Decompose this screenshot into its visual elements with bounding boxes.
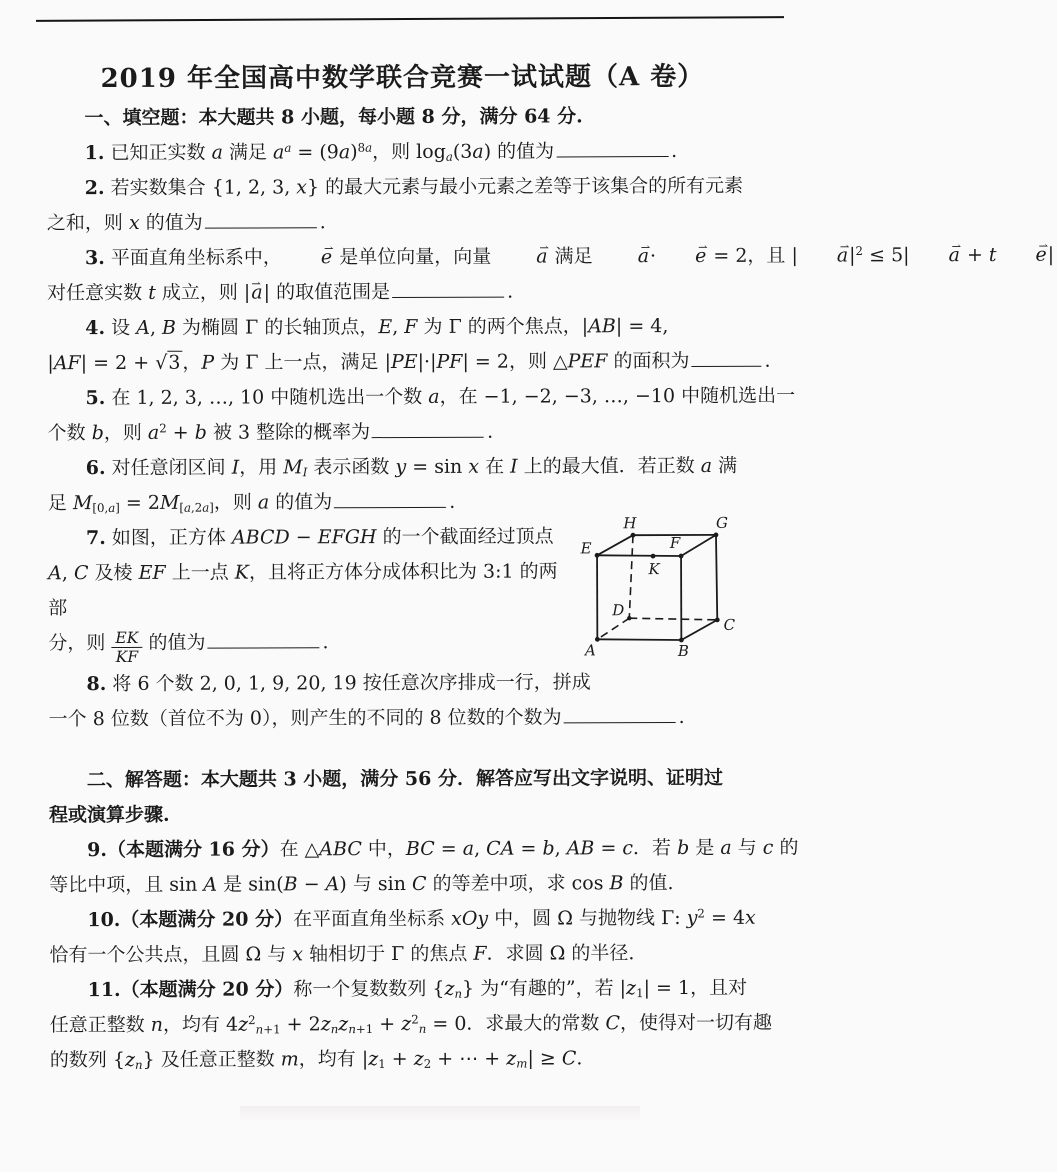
label-A: A — [584, 641, 596, 660]
section2-heading-line2: 程或演算步骤. — [48, 803, 170, 827]
q9-line2: 等比中项，且 sin A 是 sin(B − A) 与 sin C 的等差中项，求 cos B 的值. — [49, 871, 674, 897]
label-F: F — [669, 534, 681, 553]
q6-line2: 足 $M_{[0,a]} = 2M_{[a,2a]}$，则 a 的值为 . — [48, 484, 760, 521]
vertex-H-dot — [631, 533, 636, 538]
cube-figure — [580, 503, 761, 662]
q10-line2: 恰有一个公共点，且圆 Ω 与 x 轴相切于 Γ 的焦点 F．求圆 Ω 的半径. — [49, 942, 635, 967]
vertex-D-dot — [627, 616, 631, 620]
edge-AB — [597, 639, 681, 640]
label-G: G — [715, 513, 728, 532]
section2-heading-line1: 二、解答题：本大题共 3 小题，满分 56 分．解答应写出文字说明、证明过 — [86, 766, 724, 792]
edge-EF — [597, 555, 681, 556]
section-solve — [48, 761, 799, 1078]
q11-line2: 任意正整数 n，均有 $4z^2_{n+1} + 2z_nz_{n+1} + z^2_n = 0$．求最大的常数 C，使得对一切有趣 — [49, 1011, 773, 1037]
label-D: D — [612, 601, 625, 620]
q4-line2: |AF| = 2 + √3 ，P 为 Γ 上一点，满足 |PE|·|PF| = 2，则 △PEF 的面积为 . — [47, 344, 759, 381]
label-C: C — [723, 615, 736, 634]
point-K-dot — [651, 554, 656, 559]
q7-line2: A, C 及棱 EF 上一点 K，且将正方体分成体积比为 3:1 的两部 — [48, 560, 558, 620]
edge-DC-hidden — [629, 618, 717, 620]
label-E: E — [580, 539, 592, 558]
vertex-E-dot — [595, 553, 600, 558]
scan-artifact — [240, 1106, 640, 1122]
q4-line1: 4. 设 A, B 为椭圆 Γ 的长轴顶点，E, F 为 Γ 的两个焦点，|AB| = 4, — [85, 315, 669, 340]
edge-HD-hidden — [629, 535, 633, 618]
q10-line1: 10.（本题满分 20 分）在平面直角坐标系 xOy 中，圆 Ω 与抛物线 Γ: $y^2 = 4x$ — [87, 906, 756, 932]
label-B: B — [677, 641, 689, 661]
label-K: K — [648, 560, 660, 579]
label-H: H — [623, 514, 637, 533]
q7-line1: 7. 如图，正方体 ABCD − EFGH 的一个截面经过顶点 — [85, 525, 554, 550]
q1-line1: 1. 已知正实数 a 满足 $a^a = (9a)^{8a}$，则 $\log_a(3a)$ 的值为 . — [47, 134, 759, 171]
page-title: 2019 年全国高中数学联合竞赛一试试题（A 卷） — [100, 61, 705, 95]
section-fill-in — [46, 99, 1055, 737]
q11-line3: 的数列 $\{z_n\}$ 及任意正整数 m，均有 $|z_1 + z_2$ + ⋯ + $z_m| \ge C$. — [49, 1047, 583, 1072]
q5-line2: 个数 b，则 $a^2 + b$ 被 3 整除的概率为 . — [48, 414, 760, 451]
vertex-G-dot — [714, 532, 719, 537]
q3-line2: 对任意实数 t 成立，则 |⇀ a| 的取值范围是 . — [47, 274, 759, 311]
q2-line2: 之和，则 x 的值为 . — [47, 204, 759, 241]
q5-line1: 5. 在 1, 2, 3, …, 10 中随机选出一个数 a，在 −1, −2, −3, …, −10 中随机选出一 — [85, 384, 796, 410]
q11-line1: 11.（本题满分 20 分）称一个复数数列 $\{z_n\}$ 为“有趣的”，若 $|z_1| = 1$，且对 — [87, 976, 748, 1002]
q3-line1: 3. 平面直角坐标系中， ⇀ e 是单位向量，向量 ⇀ a 满足 ⇀ a· ⇀ e = 2，且 | ⇀ $a|^2 \le 5|$ ⇀ a + t ⇀ e| — [47, 239, 759, 276]
edge-DA-hidden — [597, 618, 629, 639]
q8-line1: 8. 将 6 个数 2, 0, 1, 9, 20, 19 按任意次序排成一行，拼成 — [86, 671, 591, 696]
q6-line1: 6. 对任意闭区间 I，用 $M_I$ 表示函数 y = sin x 在 I 上的最大值．若正数 a 满 — [85, 454, 738, 480]
vertex-F-dot — [679, 554, 684, 559]
edge-HE — [597, 535, 633, 555]
edge-GC — [716, 535, 717, 620]
q8-line2: 一个 8 位数（首位不为 0），则产生的不同的 8 位数的个数为 . — [49, 700, 761, 737]
vertex-C-dot — [715, 617, 720, 622]
edge-FG — [681, 535, 716, 556]
edge-BC — [681, 620, 717, 640]
section1-heading: 一、填空题：本大题共 8 小题，每小题 8 分，满分 64 分. — [84, 105, 583, 130]
cube-diagram — [580, 503, 761, 662]
q7-line3: 分，则 $\frac{EK}{KF}$ 的值为 . — [48, 628, 329, 667]
q2-line1: 2. 若实数集合 {1, 2, 3, x} 的最大元素与最小元素之差等于该集合的所有元素 — [84, 174, 744, 200]
q9-line1: 9.（本题满分 16 分）在 △ABC 中，BC = a, CA = b, AB = c．若 b 是 a 与 c 的 — [87, 836, 799, 862]
